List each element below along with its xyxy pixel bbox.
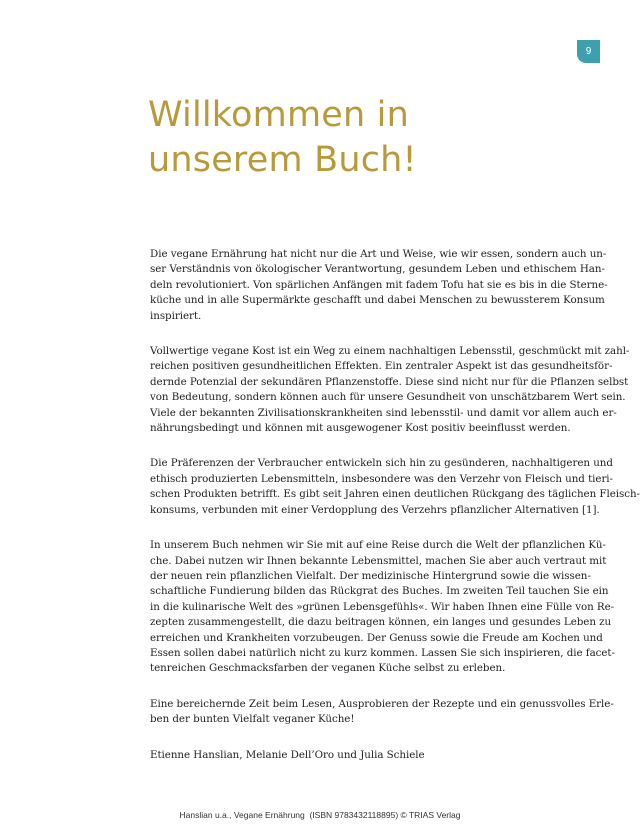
text-line: Essen sollen dabei natürlich nicht zu kurz kommen. Lassen Sie sich inspirieren, die facet- [150, 646, 615, 659]
paragraph-4 [150, 538, 615, 677]
text-line: von Bedeutung, sondern können auch für unsere Gesundheit von unschätzbarem Wert sein. [150, 391, 626, 404]
page-number-badge: 9 [577, 40, 600, 63]
paragraph-2 [150, 344, 630, 436]
paragraph-1 [150, 247, 608, 324]
body-text [150, 247, 640, 783]
text-line: ser Verständnis von ökologischer Verantwortung, gesundem Leben und ethischem Han- [150, 263, 605, 276]
text-line: schaftliche Fundierung bilden das Rückgrat des Buches. Im zweiten Teil tauchen Sie ein [150, 585, 609, 598]
page-footer: Hanslian u.a., Vegane Ernährung (ISBN 9783432118895) © TRIAS Verlag [179, 810, 461, 820]
text-line: tenreichen Geschmacksfarben der veganen Küche selbst zu erleben. [150, 662, 506, 675]
text-line: nährungsbedingt und können mit ausgewogener Kost positiv beeinflusst werden. [150, 422, 571, 435]
text-line: Die Präferenzen der Verbraucher entwickeln sich hin zu gesünderen, nachhaltigeren und [150, 457, 613, 470]
authors-signature [150, 748, 550, 763]
text-line: ben der bunten Vielfalt veganer Küche! [150, 713, 355, 726]
text-line: Etienne Hanslian, Melanie Dell’Oro und Julia Schiele [150, 748, 425, 761]
text-line: dernde Potenzial der sekundären Pflanzenstoffe. Diese sind nicht nur für die Pflanzen selbst [150, 375, 629, 388]
text-line: Die vegane Ernährung hat nicht nur die Art und Weise, wie wir essen, sondern auch un- [150, 248, 607, 260]
text-line: konsums, verbunden mit einer Verdopplung des Verzehrs pflanzlicher Alternativen [1]. [150, 503, 600, 516]
text-line: ethisch produzierten Lebensmitteln, insbesondere was den Verzehr von Fleisch und tieri- [150, 472, 613, 485]
text-line: Vollwertige vegane Kost ist ein Weg zu einem nachhaltigen Lebensstil, geschmückt mit zahl- [150, 345, 630, 358]
text-line: In unserem Buch nehmen wir Sie mit auf eine Reise durch die Welt der pflanzlichen Kü- [150, 539, 606, 552]
title-line-1: Willkommen in [148, 95, 409, 135]
paragraph-5 [150, 697, 614, 728]
paragraph-3 [150, 456, 640, 518]
page-title [148, 93, 417, 183]
text-line: küche und in alle Supermärkte geschafft und dabei Menschen zu bewussterem Konsum [150, 294, 605, 307]
text-line: schen Produkten betrifft. Es gibt seit Jahren einen deutlichen Rückgang des täglichen Fleisch- [150, 488, 640, 501]
text-line: reichen positiven gesundheitlichen Effekten. Ein zentraler Aspekt ist das gesundheitsför- [150, 360, 613, 373]
text-line: inspiriert. [150, 309, 202, 322]
text-line: deln revolutioniert. Von spärlichen Anfängen mit fadem Tofu hat sie es bis in die Sterne- [150, 278, 608, 291]
text-line: che. Dabei nutzen wir Ihnen bekannte Lebensmittel, machen Sie aber auch vertraut mit [150, 554, 607, 567]
text-line: in die kulinarische Welt des »grünen Lebensgefühls«. Wir haben Ihnen eine Fülle von Re- [150, 600, 615, 613]
text-line: der neuen rein pflanzlichen Vielfalt. Der medizinische Hintergrund sowie die wissen- [150, 569, 591, 582]
text-line: Viele der bekannten Zivilisationskrankheiten sind lebensstil- und damit vor allem auch er- [150, 406, 617, 419]
text-line: Eine bereichernde Zeit beim Lesen, Ausprobieren der Rezepte und ein genussvolles Erle- [150, 697, 614, 710]
title-line-2: unserem Buch! [148, 140, 417, 180]
text-line: zepten zusammengestellt, die dazu beitragen können, ein langes und gesundes Leben zu [150, 616, 612, 629]
text-line: erreichen und Krankheiten vorzubeugen. Der Genuss sowie die Freude am Kochen und [150, 631, 603, 644]
